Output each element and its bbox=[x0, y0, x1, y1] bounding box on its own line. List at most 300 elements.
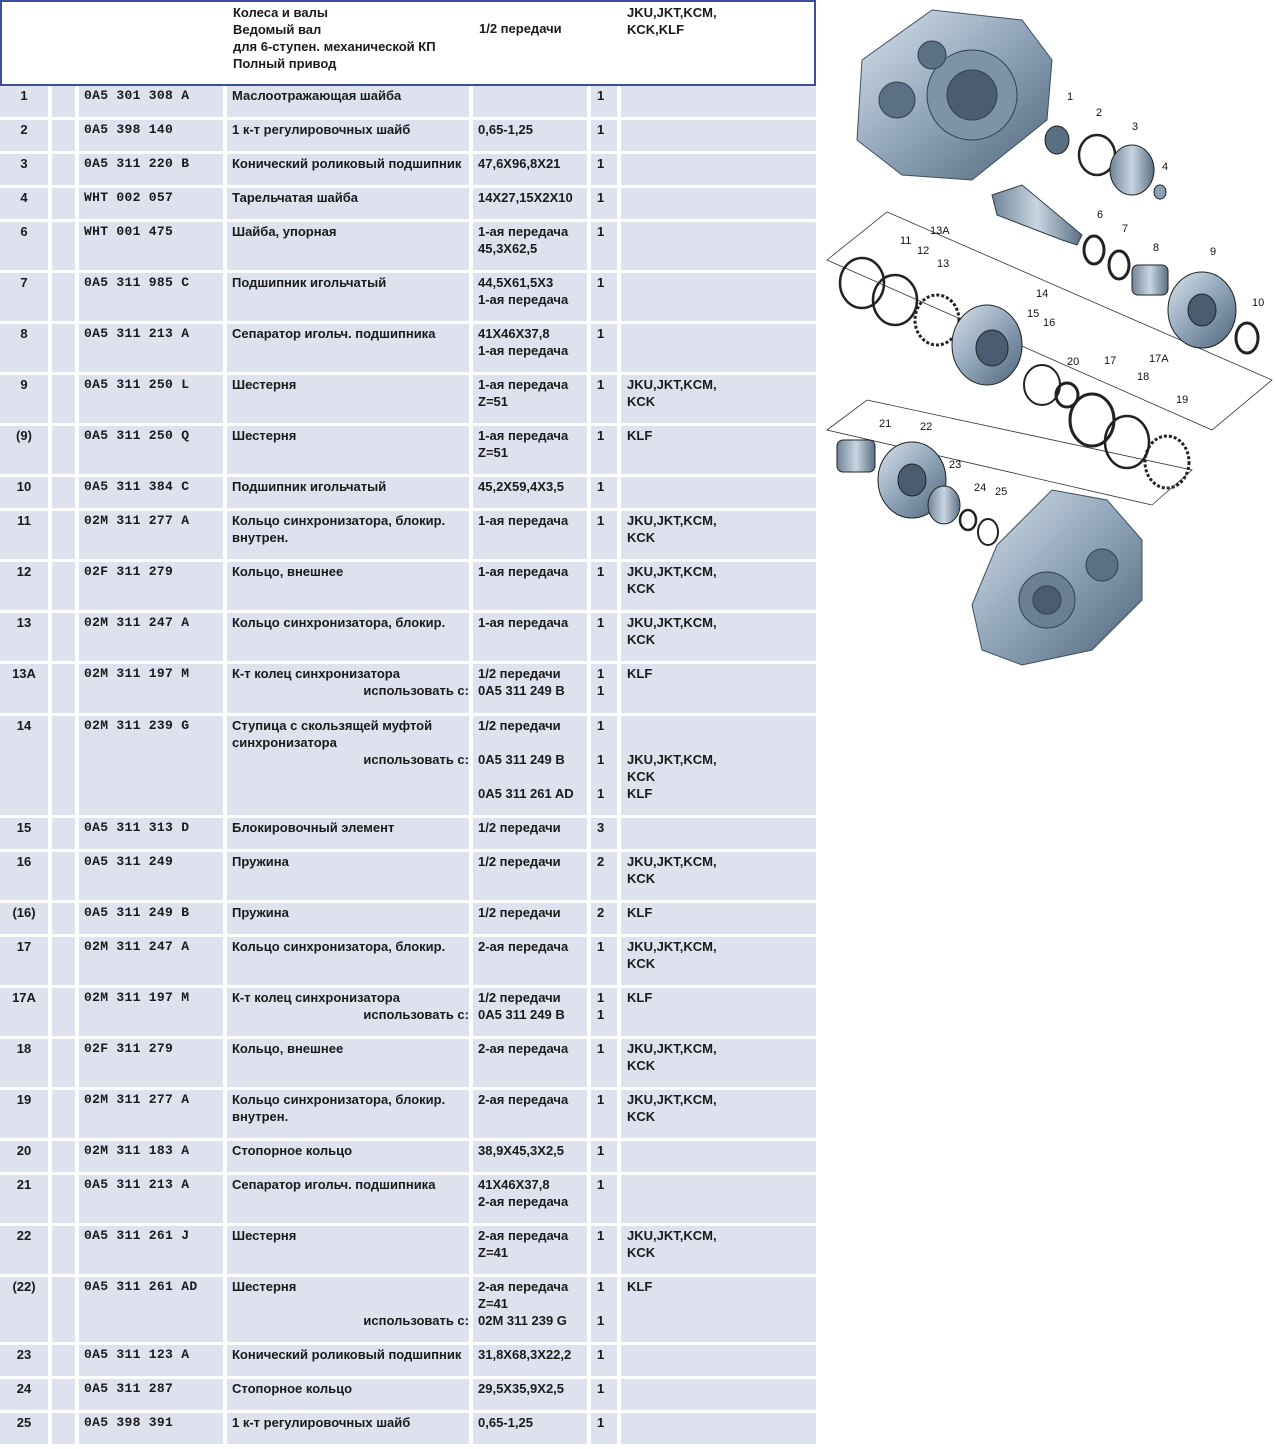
part-remark-line: 0,65-1,25 bbox=[478, 122, 533, 137]
part-models bbox=[621, 562, 816, 610]
part-remark bbox=[473, 562, 591, 610]
spacer-cell bbox=[52, 1175, 79, 1223]
table-row bbox=[0, 613, 816, 664]
table-row bbox=[0, 511, 816, 562]
table-row bbox=[0, 273, 816, 324]
part-models-line bbox=[627, 223, 816, 240]
position-number: 1 bbox=[0, 86, 52, 117]
part-remark-line: 2-ая передача bbox=[478, 1092, 569, 1107]
part-quantity bbox=[591, 1090, 621, 1138]
part-description-line: Шестерня bbox=[232, 1228, 297, 1243]
part-quantity bbox=[591, 375, 621, 423]
part-number: 0A5 311 123 A bbox=[79, 1345, 227, 1376]
header-description bbox=[233, 4, 436, 72]
part-quantity-line: 1 bbox=[597, 1415, 605, 1430]
part-quantity bbox=[591, 1039, 621, 1087]
header-models-line: JKU,JKT,KCM, bbox=[627, 5, 717, 20]
part-description-line: Кольцо синхронизатора, блокир. bbox=[232, 939, 446, 954]
spacer-cell bbox=[52, 818, 79, 849]
part-models-line bbox=[627, 87, 816, 104]
parts-table bbox=[0, 86, 816, 1447]
table-row bbox=[0, 1039, 816, 1090]
part-quantity-line: 1 bbox=[597, 752, 605, 767]
part-quantity-line bbox=[597, 1295, 617, 1312]
position-number: 14 bbox=[0, 716, 52, 815]
part-description bbox=[227, 903, 473, 934]
callout-label: 7 bbox=[1122, 223, 1129, 235]
part-models bbox=[621, 188, 816, 219]
part-models-line bbox=[627, 121, 816, 138]
position-number: 13A bbox=[0, 664, 52, 713]
part-remark-line: 1/2 передачи bbox=[478, 990, 561, 1005]
callout-label: 22 bbox=[920, 421, 933, 433]
part-quantity-line: 1 bbox=[597, 428, 605, 443]
part-models bbox=[621, 852, 816, 900]
part-description bbox=[227, 562, 473, 610]
part-remark-line: 2-ая передача bbox=[478, 1228, 569, 1243]
callout-label: 15 bbox=[1027, 308, 1040, 320]
part-models-line: KCK bbox=[627, 394, 656, 409]
part-remark-line: Z=51 bbox=[478, 394, 508, 409]
callout-label: 3 bbox=[1132, 121, 1139, 133]
part-description bbox=[227, 937, 473, 985]
part-quantity bbox=[591, 852, 621, 900]
spacer-cell bbox=[52, 1277, 79, 1342]
part-remark bbox=[473, 324, 591, 372]
part-number: 0A5 311 213 A bbox=[79, 324, 227, 372]
table-row bbox=[0, 1379, 816, 1413]
part-models-line bbox=[627, 274, 816, 291]
part-description bbox=[227, 273, 473, 321]
part-remark-line: 1-ая передача bbox=[478, 377, 569, 392]
part-remark-line: 0A5 311 249 B bbox=[478, 683, 565, 698]
part-models-line bbox=[627, 1380, 816, 1397]
position-number: 15 bbox=[0, 818, 52, 849]
spacer-cell bbox=[52, 1090, 79, 1138]
part-description-line: Стопорное кольцо bbox=[232, 1381, 353, 1396]
part-remark-line: 1-ая передача bbox=[478, 343, 569, 358]
table-header bbox=[0, 0, 816, 86]
spacer-cell bbox=[52, 562, 79, 610]
part-quantity-line: 1 bbox=[597, 156, 605, 171]
part-description bbox=[227, 154, 473, 185]
part-quantity-line: 1 bbox=[597, 1007, 605, 1022]
position-number: 19 bbox=[0, 1090, 52, 1138]
part-description bbox=[227, 375, 473, 423]
part-description bbox=[227, 511, 473, 559]
part-quantity bbox=[591, 188, 621, 219]
exploded-view-drawing bbox=[822, 0, 1276, 680]
position-number: 9 bbox=[0, 375, 52, 423]
part-models-line: JKU,JKT,KCM, bbox=[627, 1041, 717, 1056]
callout-label: 10 bbox=[1252, 297, 1265, 309]
part-models bbox=[621, 324, 816, 372]
spacer-cell bbox=[52, 988, 79, 1036]
part-models bbox=[621, 818, 816, 849]
part-quantity-line: 1 bbox=[597, 564, 605, 579]
callout-label: 18 bbox=[1137, 371, 1150, 383]
position-number: 21 bbox=[0, 1175, 52, 1223]
part-quantity-line: 3 bbox=[597, 820, 605, 835]
part-remark-line: 1-ая передача bbox=[478, 224, 569, 239]
part-description-line: Кольцо синхронизатора, блокир. bbox=[232, 615, 446, 630]
part-remark-line: 1-ая передача bbox=[478, 564, 569, 579]
table-row bbox=[0, 562, 816, 613]
callout-label: 17A bbox=[1149, 353, 1169, 365]
part-quantity-line: 1 bbox=[597, 224, 605, 239]
part-quantity bbox=[591, 86, 621, 117]
part-remark-line: 1-ая передача bbox=[478, 428, 569, 443]
table-row bbox=[0, 988, 816, 1039]
table-row bbox=[0, 937, 816, 988]
part-description-line bbox=[232, 1295, 469, 1312]
part-description bbox=[227, 222, 473, 270]
part-number: 0A5 301 308 A bbox=[79, 86, 227, 117]
position-number: 11 bbox=[0, 511, 52, 559]
part-description-line: Кольцо синхронизатора, блокир. bbox=[232, 513, 446, 528]
header-desc-line: Колеса и валы bbox=[233, 5, 328, 20]
part-description bbox=[227, 120, 473, 151]
table-row bbox=[0, 154, 816, 188]
part-description-line: Кольцо, внешнее bbox=[232, 1041, 344, 1056]
part-remark bbox=[473, 1039, 591, 1087]
part-description-line: Пружина bbox=[232, 854, 289, 869]
part-remark-line: 45,3X62,5 bbox=[478, 241, 538, 256]
part-description-line: Подшипник игольчатый bbox=[232, 479, 387, 494]
part-remark bbox=[473, 1175, 591, 1223]
part-models bbox=[621, 1345, 816, 1376]
part-remark-line bbox=[478, 768, 587, 785]
part-quantity bbox=[591, 120, 621, 151]
callout-label: 19 bbox=[1176, 394, 1189, 406]
part-quantity bbox=[591, 562, 621, 610]
part-description bbox=[227, 1226, 473, 1274]
position-number: 18 bbox=[0, 1039, 52, 1087]
part-quantity-line: 1 bbox=[597, 190, 605, 205]
table-row bbox=[0, 664, 816, 716]
callout-label: 21 bbox=[879, 418, 892, 430]
part-quantity-line: 2 bbox=[597, 854, 605, 869]
part-remark-line: 47,6X96,8X21 bbox=[478, 156, 561, 171]
part-description-line bbox=[232, 768, 469, 785]
part-models-line: KLF bbox=[627, 786, 653, 801]
part-number: WHT 001 475 bbox=[79, 222, 227, 270]
callout-label: 13 bbox=[937, 258, 950, 270]
part-description-line: Ступица с скользящей муфтой bbox=[232, 718, 433, 733]
part-description-line: Шестерня bbox=[232, 377, 297, 392]
part-quantity-line: 1 bbox=[597, 1381, 605, 1396]
part-number: 0A5 311 287 bbox=[79, 1379, 227, 1410]
spacer-cell bbox=[52, 613, 79, 661]
header-remark: 1/2 передачи bbox=[479, 21, 562, 36]
part-remark bbox=[473, 852, 591, 900]
part-number: 02M 311 239 G bbox=[79, 716, 227, 815]
table-row bbox=[0, 324, 816, 375]
part-quantity bbox=[591, 426, 621, 474]
part-remark bbox=[473, 1379, 591, 1410]
part-description-line: внутрен. bbox=[232, 530, 289, 545]
part-number: 0A5 311 249 B bbox=[79, 903, 227, 934]
part-remark-line: 2-ая передача bbox=[478, 1194, 569, 1209]
part-remark-line: 1-ая передача bbox=[478, 513, 569, 528]
position-number: 12 bbox=[0, 562, 52, 610]
part-description-line: синхронизатора bbox=[232, 735, 337, 750]
table-row bbox=[0, 222, 816, 273]
part-description bbox=[227, 613, 473, 661]
position-number: 17A bbox=[0, 988, 52, 1036]
spacer-cell bbox=[52, 903, 79, 934]
part-remark-line: 1-ая передача bbox=[478, 292, 569, 307]
part-description-line: Шестерня bbox=[232, 428, 297, 443]
part-models-line: JKU,JKT,KCM, bbox=[627, 513, 717, 528]
part-description-line: Шестерня bbox=[232, 1279, 297, 1294]
position-number: 10 bbox=[0, 477, 52, 508]
callout-label: 4 bbox=[1162, 161, 1169, 173]
part-models bbox=[621, 375, 816, 423]
part-models-line: JKU,JKT,KCM, bbox=[627, 752, 717, 767]
part-quantity-line: 1 bbox=[597, 377, 605, 392]
part-remark-line: 1/2 передачи bbox=[478, 820, 561, 835]
part-quantity-line: 1 bbox=[597, 1092, 605, 1107]
part-number: 02M 311 277 A bbox=[79, 511, 227, 559]
part-remark-line: 41X46X37,8 bbox=[478, 1177, 550, 1192]
spacer-cell bbox=[52, 1413, 79, 1444]
part-number: 02M 311 197 M bbox=[79, 664, 227, 713]
part-quantity-line: 1 bbox=[597, 615, 605, 630]
part-remark bbox=[473, 188, 591, 219]
spacer-cell bbox=[52, 1141, 79, 1172]
part-models-line: KLF bbox=[627, 905, 653, 920]
part-remark bbox=[473, 1090, 591, 1138]
part-description bbox=[227, 852, 473, 900]
part-quantity-line bbox=[597, 768, 617, 785]
part-description-line: К-т колец синхронизатора bbox=[232, 666, 400, 681]
callout-label: 17 bbox=[1104, 355, 1117, 367]
part-remark-line: 1/2 передачи bbox=[478, 666, 561, 681]
header-models-line: KCK,KLF bbox=[627, 22, 685, 37]
part-remark bbox=[473, 988, 591, 1036]
position-number: 13 bbox=[0, 613, 52, 661]
part-quantity bbox=[591, 988, 621, 1036]
part-number: 02M 311 183 A bbox=[79, 1141, 227, 1172]
part-description-line: Кольцо синхронизатора, блокир. bbox=[232, 1092, 446, 1107]
part-description bbox=[227, 1345, 473, 1376]
part-remark bbox=[473, 664, 591, 713]
part-description-line: 1 к-т регулировочных шайб bbox=[232, 122, 411, 137]
part-models bbox=[621, 86, 816, 117]
part-quantity-line: 1 bbox=[597, 513, 605, 528]
part-description-line: Конический роликовый подшипник bbox=[232, 156, 462, 171]
part-description-line: Подшипник игольчатый bbox=[232, 275, 387, 290]
part-remark bbox=[473, 1226, 591, 1274]
part-remark bbox=[473, 1141, 591, 1172]
part-models-line: JKU,JKT,KCM, bbox=[627, 854, 717, 869]
part-remark-line: 44,5X61,5X3 bbox=[478, 275, 554, 290]
part-quantity-line: 1 bbox=[597, 275, 605, 290]
part-description bbox=[227, 1039, 473, 1087]
part-description-line: 1 к-т регулировочных шайб bbox=[232, 1415, 411, 1430]
callout-label: 16 bbox=[1043, 317, 1056, 329]
part-models-line: KCK bbox=[627, 871, 656, 886]
part-models-line bbox=[627, 819, 816, 836]
part-quantity bbox=[591, 1413, 621, 1444]
spacer-cell bbox=[52, 1379, 79, 1410]
part-remark-line: 38,9X45,3X2,5 bbox=[478, 1143, 565, 1158]
part-remark-line: 14X27,15X2X10 bbox=[478, 190, 573, 205]
part-description bbox=[227, 716, 473, 815]
part-quantity bbox=[591, 1345, 621, 1376]
part-quantity-line: 1 bbox=[597, 683, 605, 698]
part-quantity bbox=[591, 1226, 621, 1274]
part-models-line: KCK bbox=[627, 1245, 656, 1260]
part-models bbox=[621, 154, 816, 185]
use-with-label: использовать с: bbox=[363, 683, 469, 698]
spacer-cell bbox=[52, 273, 79, 321]
part-quantity bbox=[591, 716, 621, 815]
part-number: 02M 311 277 A bbox=[79, 1090, 227, 1138]
part-models bbox=[621, 613, 816, 661]
part-quantity bbox=[591, 154, 621, 185]
part-number: WHT 002 057 bbox=[79, 188, 227, 219]
part-remark-line: 29,5X35,9X2,5 bbox=[478, 1381, 565, 1396]
part-number: 0A5 311 213 A bbox=[79, 1175, 227, 1223]
part-number: 0A5 311 261 AD bbox=[79, 1277, 227, 1342]
position-number: 23 bbox=[0, 1345, 52, 1376]
part-remark-line: 0,65-1,25 bbox=[478, 1415, 533, 1430]
position-number: 8 bbox=[0, 324, 52, 372]
part-quantity bbox=[591, 937, 621, 985]
part-quantity-line: 1 bbox=[597, 990, 605, 1005]
part-quantity-line: 1 bbox=[597, 1347, 605, 1362]
part-number: 0A5 311 249 bbox=[79, 852, 227, 900]
part-models bbox=[621, 1277, 816, 1342]
part-models-line: KLF bbox=[627, 1279, 653, 1294]
part-models bbox=[621, 937, 816, 985]
spacer-cell bbox=[52, 426, 79, 474]
table-row bbox=[0, 86, 816, 120]
spacer-cell bbox=[52, 477, 79, 508]
spacer-cell bbox=[52, 852, 79, 900]
part-models-line: KCK bbox=[627, 1058, 656, 1073]
part-models-line: KLF bbox=[627, 666, 653, 681]
part-quantity-line: 1 bbox=[597, 1177, 605, 1192]
callout-label: 12 bbox=[917, 245, 930, 257]
part-quantity-line: 1 bbox=[597, 122, 605, 137]
part-models bbox=[621, 1413, 816, 1444]
callout-label: 8 bbox=[1153, 242, 1160, 254]
part-models-line bbox=[627, 717, 816, 734]
table-row bbox=[0, 1413, 816, 1447]
part-quantity-line: 1 bbox=[597, 666, 605, 681]
table-row bbox=[0, 716, 816, 818]
callout-label: 20 bbox=[1067, 356, 1080, 368]
part-models bbox=[621, 1379, 816, 1410]
table-row bbox=[0, 903, 816, 937]
part-remark-line: Z=41 bbox=[478, 1296, 508, 1311]
header-desc-line: Ведомый вал bbox=[233, 22, 322, 37]
part-models-line bbox=[627, 1346, 816, 1363]
part-number: 0A5 311 220 B bbox=[79, 154, 227, 185]
table-row bbox=[0, 852, 816, 903]
part-remark-line: 0A5 311 261 AD bbox=[478, 786, 574, 801]
exploded-diagram bbox=[822, 0, 1276, 680]
part-models bbox=[621, 1090, 816, 1138]
spacer-cell bbox=[52, 664, 79, 713]
table-row bbox=[0, 120, 816, 154]
part-models-line: JKU,JKT,KCM, bbox=[627, 564, 717, 579]
part-description-line: Пружина bbox=[232, 905, 289, 920]
part-remark bbox=[473, 375, 591, 423]
spacer-cell bbox=[52, 86, 79, 117]
part-number: 0A5 398 140 bbox=[79, 120, 227, 151]
part-description-line: Стопорное кольцо bbox=[232, 1143, 353, 1158]
position-number: (16) bbox=[0, 903, 52, 934]
part-number: 0A5 311 313 D bbox=[79, 818, 227, 849]
spacer-cell bbox=[52, 716, 79, 815]
part-models bbox=[621, 426, 816, 474]
part-remark bbox=[473, 426, 591, 474]
part-number: 02M 311 247 A bbox=[79, 613, 227, 661]
spacer-cell bbox=[52, 120, 79, 151]
position-number: 20 bbox=[0, 1141, 52, 1172]
table-row bbox=[0, 1277, 816, 1345]
part-description bbox=[227, 426, 473, 474]
part-quantity-line: 2 bbox=[597, 905, 605, 920]
part-quantity-line: 1 bbox=[597, 786, 605, 801]
part-number: 02F 311 279 bbox=[79, 562, 227, 610]
part-quantity bbox=[591, 664, 621, 713]
part-models-line: KCK bbox=[627, 1109, 656, 1124]
part-remark bbox=[473, 716, 591, 815]
part-quantity-line: 1 bbox=[597, 1143, 605, 1158]
position-number: 7 bbox=[0, 273, 52, 321]
part-description bbox=[227, 477, 473, 508]
part-models-line bbox=[627, 1142, 816, 1159]
part-models bbox=[621, 903, 816, 934]
part-description bbox=[227, 188, 473, 219]
part-quantity-line: 1 bbox=[597, 1041, 605, 1056]
part-description-line: Кольцо, внешнее bbox=[232, 564, 344, 579]
part-models-line bbox=[627, 1176, 816, 1193]
part-models bbox=[621, 1226, 816, 1274]
part-models-line bbox=[627, 1414, 816, 1431]
part-quantity bbox=[591, 818, 621, 849]
part-models-line: JKU,JKT,KCM, bbox=[627, 939, 717, 954]
part-models-line bbox=[627, 155, 816, 172]
part-description-line: К-т колец синхронизатора bbox=[232, 990, 400, 1005]
part-description-line: Блокировочный элемент bbox=[232, 820, 395, 835]
part-quantity bbox=[591, 903, 621, 934]
part-description bbox=[227, 988, 473, 1036]
callout-label: 1 bbox=[1067, 91, 1074, 103]
part-remark bbox=[473, 120, 591, 151]
part-remark-line: 1/2 передачи bbox=[478, 854, 561, 869]
part-number: 0A5 311 261 J bbox=[79, 1226, 227, 1274]
part-models-line: JKU,JKT,KCM, bbox=[627, 1228, 717, 1243]
header-desc-line: для 6-ступен. механической КП bbox=[233, 39, 436, 54]
spacer-cell bbox=[52, 375, 79, 423]
part-quantity-line: 1 bbox=[597, 326, 605, 341]
part-quantity bbox=[591, 222, 621, 270]
part-models-line: KCK bbox=[627, 632, 656, 647]
part-quantity-line: 1 bbox=[597, 939, 605, 954]
part-description-line: Сепаратор игольч. подшипника bbox=[232, 1177, 436, 1192]
callout-label: 11 bbox=[900, 235, 912, 247]
part-remark bbox=[473, 818, 591, 849]
part-models bbox=[621, 120, 816, 151]
part-number: 02F 311 279 bbox=[79, 1039, 227, 1087]
part-remark bbox=[473, 477, 591, 508]
